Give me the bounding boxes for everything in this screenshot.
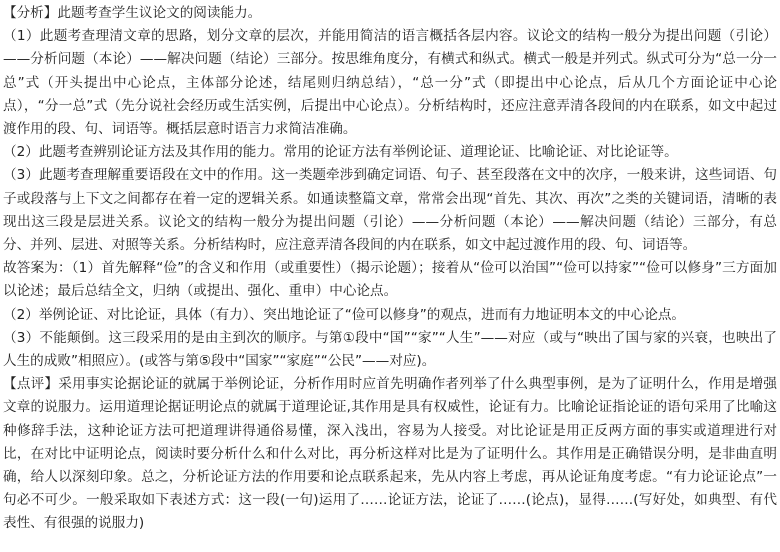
answer-item-1: 故答案为：（1）首先解释“俭”的含义和作用（或重要性）（揭示论题）；接着从“俭可以治国”“俭可以持家”“俭可以修身”三方面加以论述；最后总结全文，归纳（或提出、强化、重申）中心论点。 <box>3 260 777 300</box>
answer-item-2: （2）举例论证、对比论证，具体（有力）、突出地论证了“俭可以修身”的观点，进而有力地证明本文的中心论点。 <box>3 306 686 323</box>
analysis-item-3-paragraph-role: （3）此题考查理解重要语段在文中的作用。这一类题牵涉到确定词语、句子、甚至段落在文中的次序，一般来讲，这些词语、句子或段落与上下文之间都存在着一定的逻辑关系。如通读整篇文章，常常会出现“首先、其次、再次”之类的关键词语，清晰的表现出这三段是层进关系。议论文的结构一般分为提出问题（引论）——分析问题（本论）——解决问题（结论）三部分，有总分、并列、层进、对照等关系。分析结构时，应注意弄清各段间的内在联系，如文中起过渡作用的段、句、词语等。 <box>3 167 777 254</box>
comment-paragraph: 【点评】采用事实论据论证的就属于举例论证，分析作用时应首先明确作者列举了什么典型事例，是为了证明什么，作用是增强文章的说服力。运用道理论据证明论点的就属于道理论证,其作用是具有权威性，论证有力。比喻论证指论证的语句采用了比喻这种修辞手法，这种论证方法可把道理讲得通俗易懂，深入浅出，容易为人接受。对比论证是用正反两方面的事实或道理进行对比，在对比中证明论点，阅读时要分析什么和什么对比，再分析这样对比是为了证明什么。其作用是正确错误分明，是非曲直明确，给人以深刻印象。总之，分析论证方法的作用要和论点联系起来，先从内容上考虑，再从论证角度考虑。“有力论证论点”一句必不可少。一般采取如下表述方式：这一段(一句)运用了……论证方法，论证了……(论点)，显得……(写好处，如典型、有代表性、有很强的说服力) <box>3 376 777 532</box>
analysis-item-2-argument-methods: （2）此题考查辨别论证方法及其作用的能力。常用的论证方法有举例论证、道理论证、比喻论证、对比论证等。 <box>3 144 678 161</box>
analysis-heading: 【分析】此题考查学生议论文的阅读能力。 <box>3 5 262 21</box>
analysis-item-1-structure: （1）此题考查理清文章的思路，划分文章的层次，并能用简洁的语言概括各层内容。议论文的结构一般分为提出问题（引论）——分析问题（本论）——解决问题（结论）三部分。按思维角度分，有横式和纵式。横式一般是并列式。纵式可分为“总一分一总”式（开头提出中心论点，主体部分论述，结尾则归纳总结），“总一分”式（即提出中心论点，后从几个方面论证中心论点），“分一总”式（先分说社会经历或生活实例，后提出中心论点）。分析结构时，还应注意弄清各段间的内在联系，如文中起过渡作用的段、句、词语等。概括层意时语言力求简洁准确。 <box>3 28 777 138</box>
answer-explanation-document <box>3 2 777 536</box>
answer-item-3: （3）不能颠倒。这三段采用的是由主到次的顺序。与第①段中“国”“家”“人生”——对应（或与“映出了国与家的兴衰，也映出了人生的成败”相照应）。(或答与第⑤段中“国家”“家庭”“公民”——对应)。 <box>3 329 777 370</box>
